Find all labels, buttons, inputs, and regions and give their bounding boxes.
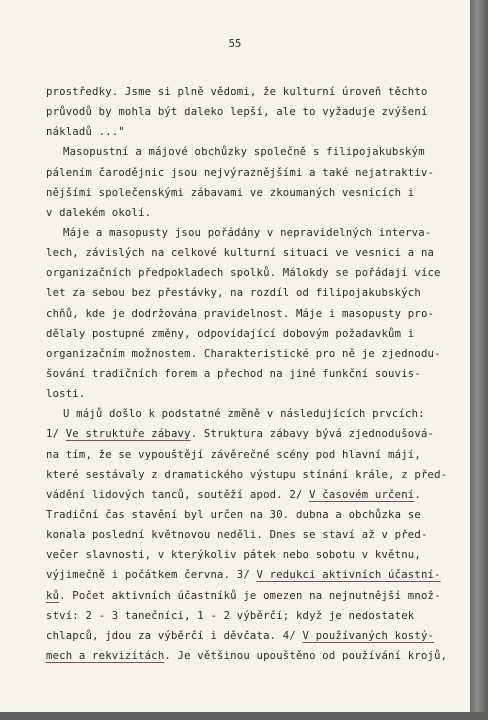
text-line [46, 223, 456, 243]
text-segment: lech, závislých na celkové kulturní situaci ve vesnici a na [46, 247, 435, 260]
text-line [46, 243, 456, 263]
text-line [46, 545, 456, 565]
text-line [46, 384, 456, 404]
text-line [46, 82, 456, 102]
text-segment: vádění lidových tanců, soutěží apod. 2/ [46, 488, 310, 501]
text-segment: konala poslední květnovou neděli. Dnes se staví až v před- [46, 529, 428, 542]
text-line [46, 505, 456, 525]
text-segment: . Počet aktivních účastníků je omezen na nejnutnější množ- [59, 589, 441, 602]
text-segment: Tradiční čas stavění byl určen na 30. dubna a obchůzka se [46, 508, 421, 521]
text-segment: ství: 2 - 3 tanečníci, 1 - 2 výběrčí; když je nedostatek [46, 609, 415, 622]
text-line [46, 122, 456, 142]
text-segment: které sestávaly z dramatického výstupu stínání krále, z před- [46, 468, 448, 481]
scan-bottom-edge [0, 712, 488, 720]
text-segment: prostředky. Jsme si plně vědomi, že kulturní úroveň těchto [46, 86, 428, 98]
text-segment: . [414, 488, 421, 501]
text-line [46, 304, 456, 324]
text-segment: losti. [46, 388, 86, 401]
underlined-heading: V časovém určení [309, 488, 415, 501]
text-segment: nákladů ..." [46, 126, 125, 139]
body-text [46, 82, 456, 666]
text-segment: U májů došlo k podstatné změně v následujících prvcích: [63, 408, 425, 421]
text-line [46, 465, 456, 485]
text-line [46, 626, 456, 646]
text-line [46, 102, 456, 122]
text-segment: výjimečně i počátkem června. 3/ [46, 569, 257, 582]
text-segment: chňů, kde je dodržována pravidelnost. Máje i masopusty pro- [46, 307, 435, 320]
text-line [46, 525, 456, 545]
text-segment: na tím, že se vypouštějí závěrečné scény pod hlavní májí, [46, 448, 421, 461]
underlined-heading: ků [46, 589, 60, 602]
page-number: 55 [228, 38, 242, 50]
text-segment: . Je většinou upouštěno od používání krojů, [164, 649, 448, 662]
text-segment: 1/ [46, 428, 66, 441]
text-segment: nějšími společenskými zábavami ve zkoumaných vesnicích i [46, 186, 415, 199]
text-segment: organizačních předpokladech spolků. Málokdy se pořádají více [46, 267, 441, 280]
underlined-heading: mech a rekvizitách [46, 649, 165, 662]
text-line [46, 344, 456, 364]
text-line [46, 203, 456, 223]
text-line [46, 565, 456, 585]
text-line [46, 646, 456, 666]
page-stack-edge [470, 0, 488, 720]
text-line [46, 163, 456, 183]
text-line [46, 324, 456, 344]
text-line [46, 283, 456, 303]
text-line [46, 404, 456, 424]
text-line [46, 142, 456, 162]
text-line [46, 606, 456, 626]
text-line [46, 263, 456, 283]
text-segment: v dalekém okolí. [46, 206, 152, 219]
text-segment: průvodů by mohla být daleko lepší, ale to vyžaduje zvýšení [46, 106, 428, 119]
text-segment: pálením čarodějnic jsou nejvýraznějšími a také nejatraktiv- [46, 166, 435, 179]
text-segment: chlapců, jdou za výběrčí i děvčata. 4/ [46, 629, 303, 642]
text-line [46, 183, 456, 203]
underlined-heading: V používaných kostý- [302, 629, 435, 642]
text-segment: dělaly postupné změny, odpovídající dobovým požadavkům i [46, 327, 415, 340]
text-line [46, 364, 456, 384]
text-segment: večer slavnosti, v kterýkoliv pátek nebo sobotu v květnu, [46, 549, 421, 562]
text-line [46, 445, 456, 465]
text-segment: šování tradičních forem a přechod na jiné funkční souvis- [46, 367, 421, 380]
underlined-heading: Ve struktuře zábavy [65, 428, 191, 441]
text-segment: let za sebou bez přestávky, na rozdíl od filipojakubských [46, 287, 421, 300]
text-segment: . Struktura zábavy bývá zjednodušová- [190, 428, 435, 441]
text-segment: organizačním možnostem. Charakteristické pro ně je zjednodu- [46, 347, 441, 360]
text-segment: Máje a masopusty jsou pořádány v nepravidelných interva- [63, 226, 432, 239]
text-segment: Masopustní a májové obchůzky společně s filipojakubským [63, 146, 425, 159]
text-line [46, 485, 456, 505]
underlined-heading: V redukci aktivních účastní- [256, 569, 441, 582]
text-line [46, 586, 456, 606]
text-line [46, 424, 456, 444]
